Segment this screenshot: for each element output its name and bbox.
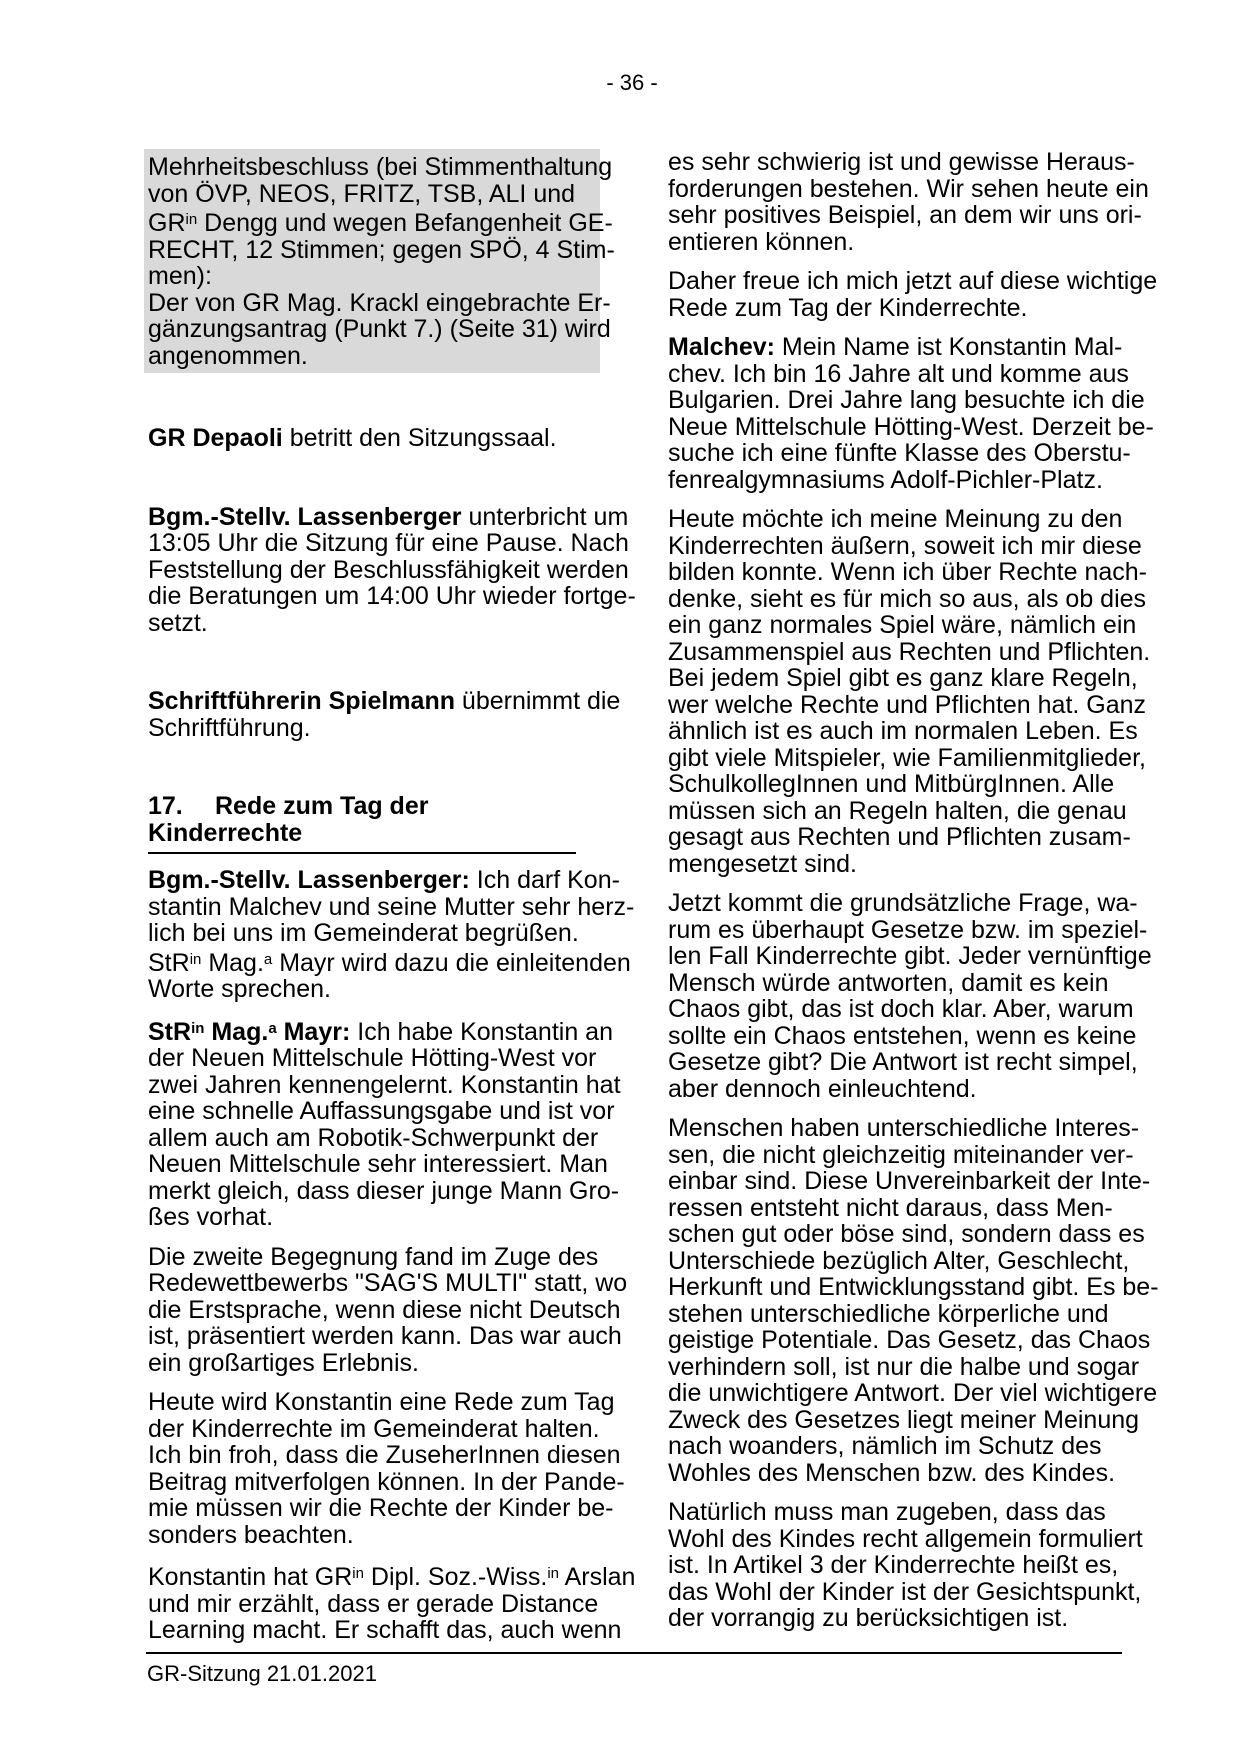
text-segment: sonders beachten.	[148, 1520, 354, 1549]
text-line	[148, 1522, 600, 1549]
text-line	[668, 1379, 1158, 1407]
text-segment: lich bei uns im Gemeinderat begrüßen.	[148, 919, 579, 947]
text-line	[668, 359, 1129, 388]
text-segment: ein ganz normales Spiel wäre, nämlich ein	[668, 611, 1137, 639]
text-segment: sen, die nicht gleichzeitig miteinander ver-	[668, 1140, 1134, 1169]
text-segment: Arslan	[559, 1563, 636, 1591]
text-line	[668, 970, 1118, 997]
text-line	[668, 1405, 1140, 1434]
text-segment: der Neuen Mittelschule Hötting-West vor	[148, 1044, 597, 1072]
text-line	[148, 181, 600, 208]
text-segment: der Kinderrechte im Gemeinderat halten.	[148, 1414, 600, 1443]
text-line	[148, 425, 600, 452]
text-line	[148, 1295, 621, 1324]
empty-paragraph	[148, 386, 600, 425]
paragraph	[668, 505, 1151, 878]
paragraph	[668, 267, 1158, 322]
text-segment: ähnlich ist es auch im normalen Leben. Es	[668, 717, 1138, 745]
text-segment: Die zweite Begegnung fand im Zuge des	[148, 1242, 599, 1271]
text-segment: suche ich eine fünfte Klasse des Oberstu-	[668, 439, 1131, 467]
text-segment: chev. Ich bin 16 Jahre alt und komme aus	[668, 359, 1129, 388]
text-line	[148, 1616, 622, 1644]
text-line	[668, 1433, 1118, 1460]
text-segment: ressen entsteht nicht daraus, dass Men-	[668, 1193, 1113, 1222]
text-line	[148, 1350, 600, 1377]
text-line	[148, 502, 629, 531]
text-segment: stehen unterschiedliche körperliche und	[668, 1299, 1109, 1328]
text-line	[668, 1167, 1151, 1195]
text-line	[668, 1140, 1134, 1169]
empty-paragraph	[148, 649, 600, 688]
text-line	[668, 1246, 1130, 1275]
text-segment: Mayr:	[276, 1017, 351, 1046]
text-segment: eine schnelle Auffassungsgabe und ist vor	[148, 1097, 615, 1125]
text-segment: Mag.	[204, 1017, 269, 1046]
text-segment: Der von GR Mag. Krackl eingebrachte Er-	[148, 288, 611, 317]
text-segment: Herkunft und Entwicklungsstand gibt. Es be-	[668, 1273, 1159, 1301]
text-segment: Zusammenspiel aus Rechten und Pflichten.	[668, 637, 1151, 666]
paragraph	[668, 889, 1152, 1103]
text-segment: merkt gleich, dass dieser junge Mann Gro-	[148, 1176, 620, 1205]
text-segment: forderungen bestehen. Wir sehen heute ein	[668, 174, 1149, 203]
paragraph	[148, 153, 615, 290]
text-line	[668, 267, 1158, 295]
paragraph	[148, 1242, 628, 1377]
text-segment: Jetzt kommt die grundsätzliche Frage, wa-	[668, 889, 1138, 917]
text-line	[148, 529, 629, 557]
text-line	[148, 555, 629, 584]
section-number: 17.	[148, 792, 183, 820]
empty-paragraph	[148, 465, 600, 504]
text-line	[668, 174, 1149, 203]
text-segment: Zweck des Gesetzes liegt meiner Meinung	[668, 1405, 1140, 1434]
text-segment: Ich bin froh, dass die ZuseherInnen diesen	[148, 1441, 621, 1469]
paragraph	[148, 502, 636, 637]
text-segment: einbar sind. Diese Unvereinbarkeit der Inte-	[668, 1167, 1151, 1195]
text-segment: bilden konnte. Wenn ich über Rechte nach-	[668, 558, 1148, 586]
text-line	[148, 207, 613, 237]
text-line	[668, 942, 1152, 970]
paragraph	[668, 333, 1154, 494]
text-line	[148, 1561, 636, 1591]
text-line	[668, 1048, 1138, 1076]
text-segment: sehr positives Beispiel, an dem wir uns ori-	[668, 201, 1142, 229]
text-line	[668, 1021, 1137, 1050]
text-line	[668, 1273, 1159, 1301]
text-segment: ein großartiges Erlebnis.	[148, 1348, 419, 1377]
text-segment: Bulgarien. Drei Jahre lang besuchte ich die	[668, 386, 1145, 414]
text-segment: GR	[148, 209, 186, 237]
text-segment: angenommen.	[148, 341, 308, 370]
text-line	[148, 288, 611, 317]
text-segment: verhindern soll, ist nur die halbe und sogar	[668, 1352, 1140, 1381]
text-segment: entieren können.	[668, 227, 855, 256]
text-segment: die Beratungen um 14:00 Uhr wieder fortge-	[148, 582, 636, 610]
text-segment: Kinderrechten äußern, soweit ich mir diese	[668, 531, 1142, 560]
text-segment: die unwichtigere Antwort. Der viel wichtigere	[668, 1379, 1158, 1407]
text-segment: Chaos gibt, das ist doch klar. Aber, warum	[668, 995, 1134, 1023]
text-line	[668, 823, 1131, 851]
text-segment: gesagt aus Rechten und Pflichten zusam-	[668, 823, 1131, 851]
text-line	[668, 1326, 1151, 1354]
text-segment: nach woanders, nämlich im Schutz des	[668, 1432, 1102, 1460]
text-segment: Beitrag mitverfolgen können. In der Pande-	[148, 1467, 625, 1496]
text-segment: Neuen Mittelschule sehr interessiert. Man	[148, 1150, 608, 1178]
section-title: Rede zum Tag der Kinderrechte	[148, 792, 429, 847]
text-segment: müssen sich an Regeln halten, die genau	[668, 796, 1127, 825]
text-segment: Mag.	[201, 948, 264, 977]
text-segment: in	[189, 950, 202, 968]
text-segment: Mayr wird dazu die einleitenden	[272, 948, 631, 977]
text-line	[668, 1499, 1118, 1526]
text-segment: das Wohl der Kinder ist der Gesichtspunkt,	[668, 1577, 1142, 1606]
text-line	[668, 1114, 1140, 1142]
text-line	[668, 771, 1118, 798]
text-line	[668, 1076, 1118, 1103]
text-line	[668, 531, 1142, 560]
paragraph	[668, 148, 1149, 256]
text-segment: Ich habe Konstantin an	[350, 1017, 613, 1046]
text-segment: Rede zum Tag der Kinderrechte.	[668, 293, 1028, 322]
text-segment: Schriftführerin Spielmann	[148, 687, 455, 715]
text-segment: Neue Mittelschule Hötting-West. Derzeit be-	[668, 412, 1154, 441]
paragraph	[668, 1498, 1143, 1632]
text-line	[668, 1352, 1140, 1381]
text-segment: und mir erzählt, dass er gerade Distance	[148, 1589, 599, 1618]
text-segment: sollte ein Chaos entstehen, wenn es keine	[668, 1021, 1137, 1050]
text-line	[148, 610, 600, 637]
text-line	[148, 947, 631, 977]
text-segment: Mein Name ist Konstantin Mal-	[774, 333, 1123, 361]
paragraph	[668, 1114, 1159, 1487]
text-line	[148, 1494, 614, 1522]
text-segment: aber dennoch einleuchtend.	[668, 1074, 977, 1103]
text-line	[148, 1097, 615, 1125]
text-line	[668, 439, 1131, 467]
text-segment: stantin Malchev und seine Mutter sehr herz-	[148, 892, 635, 921]
text-line	[148, 866, 620, 894]
text-segment: allem auch am Robotik-Schwerpunkt der	[148, 1123, 599, 1152]
text-line	[148, 687, 621, 715]
text-segment: Dipl. Soz.-Wiss.	[363, 1563, 548, 1591]
text-line	[148, 1244, 600, 1271]
text-segment: denke, sieht es für mich so aus, als ob dies	[668, 584, 1147, 613]
text-line	[668, 1220, 1145, 1248]
text-segment: Gesetze gibt? Die Antwort ist recht simpel,	[668, 1048, 1138, 1076]
paragraph	[148, 1388, 625, 1549]
text-segment: a	[263, 950, 273, 968]
text-segment: fenrealgymnasiums Adolf-Pichler-Platz.	[668, 465, 1103, 494]
paragraph	[148, 1016, 621, 1231]
text-line	[668, 1301, 1118, 1328]
text-line	[668, 295, 1118, 322]
text-line	[148, 1416, 600, 1443]
text-segment: Feststellung der Beschlussfähigkeit werden	[148, 555, 629, 584]
text-segment: rum es überhaupt Gesetze bzw. im speziel-	[668, 915, 1148, 944]
paragraph	[148, 288, 611, 370]
text-segment: betritt den Sitzungssaal.	[282, 424, 557, 452]
text-segment: setzt.	[148, 608, 208, 637]
text-segment: len Fall Kinderrechte gibt. Jeder vernünftige	[668, 942, 1152, 970]
text-segment: 13:05 Uhr die Sitzung für eine Pause. Nach	[148, 529, 629, 557]
text-line	[668, 717, 1138, 745]
text-segment: es sehr schwierig ist und gewisse Heraus-	[668, 148, 1135, 176]
text-line	[148, 920, 600, 947]
text-line	[668, 201, 1142, 229]
text-line	[148, 582, 636, 610]
text-segment: ßes vorhat.	[148, 1203, 274, 1231]
text-line	[148, 153, 613, 181]
text-line	[148, 343, 600, 370]
text-line	[148, 1322, 622, 1350]
text-segment: ist, präsentiert werden kann. Das war auch	[148, 1322, 622, 1350]
text-segment: in	[185, 211, 198, 228]
text-segment: Worte sprechen.	[148, 975, 331, 1003]
text-segment: unterbricht um	[461, 502, 629, 531]
text-segment: Ich darf Kon-	[469, 866, 620, 894]
text-line	[148, 1269, 628, 1297]
text-segment: Schriftführung.	[148, 713, 311, 742]
text-line	[668, 995, 1134, 1023]
text-segment: Bgm.-Stellv. Lassenberger	[148, 502, 462, 531]
text-segment: Learning macht. Er schafft das, auch wenn	[148, 1616, 622, 1644]
text-line	[148, 1176, 620, 1205]
text-segment: Daher freue ich mich jetzt auf diese wichtige	[668, 267, 1158, 295]
text-segment: der vorrangig zu berücksichtigen ist.	[668, 1604, 1069, 1632]
text-segment: StR	[148, 1017, 192, 1046]
text-line	[668, 915, 1148, 944]
text-line	[668, 505, 1123, 533]
text-segment: Konstantin hat GR	[148, 1563, 353, 1591]
text-line	[148, 1125, 600, 1152]
text-line	[668, 1552, 1118, 1579]
text-line	[668, 1577, 1142, 1606]
text-line	[148, 235, 615, 264]
text-segment: Natürlich muss man zugeben, dass das	[668, 1498, 1106, 1526]
text-segment: Heute möchte ich meine Meinung zu den	[668, 505, 1123, 533]
text-segment: in	[191, 1019, 205, 1037]
text-line	[668, 1195, 1118, 1222]
footer-text: GR-Sitzung 21.01.2021	[147, 1661, 377, 1686]
text-line	[668, 386, 1145, 414]
text-segment: Unterschiede bezüglich Alter, Geschlecht,	[668, 1246, 1130, 1275]
paragraph	[148, 687, 621, 742]
text-line	[148, 715, 600, 742]
text-line	[148, 1591, 600, 1618]
text-line	[668, 584, 1147, 613]
text-segment: schen gut oder böse sind, sondern dass es	[668, 1220, 1145, 1248]
paragraph	[148, 425, 600, 452]
text-line	[668, 333, 1123, 361]
text-line	[148, 263, 600, 290]
text-segment: a	[268, 1019, 277, 1037]
text-segment: men):	[148, 262, 212, 290]
text-segment: mengesetzt sind.	[668, 849, 857, 878]
paragraph	[148, 866, 635, 1003]
text-segment: Wohles des Menschen bzw. des Kindes.	[668, 1458, 1116, 1487]
text-line	[148, 1045, 600, 1072]
text-segment: Bei jedem Spiel gibt es ganz klare Regeln,	[668, 664, 1138, 692]
text-line	[668, 851, 1118, 878]
text-line	[668, 889, 1138, 917]
page-number: - 36 -	[606, 70, 658, 95]
text-segment: in	[352, 1565, 364, 1582]
text-line	[148, 315, 611, 343]
text-line	[148, 1016, 613, 1046]
text-segment: Heute wird Konstantin eine Rede zum Tag	[148, 1388, 615, 1416]
text-line	[668, 558, 1148, 586]
text-line	[668, 611, 1137, 639]
text-segment: wer welche Rechte und Pflichten hat. Ganz	[668, 690, 1147, 719]
empty-paragraph	[148, 754, 600, 793]
text-line	[668, 229, 1118, 256]
text-segment: Menschen haben unterschiedliche Interes-	[668, 1114, 1140, 1142]
text-segment: mie müssen wir die Rechte der Kinder be-	[148, 1494, 614, 1522]
footer-rule	[146, 1652, 1122, 1654]
text-line	[668, 1524, 1143, 1553]
text-line	[148, 1204, 600, 1231]
text-line	[148, 976, 600, 1003]
text-line	[668, 637, 1151, 666]
text-line	[668, 412, 1154, 441]
text-line	[148, 892, 635, 921]
text-segment: Mensch würde antworten, damit es kein	[668, 968, 1109, 997]
text-segment: zwei Jahren kennengelernt. Konstantin hat	[148, 1070, 621, 1099]
highlighted-decision	[144, 149, 615, 373]
text-segment: ist. In Artikel 3 der Kinderrechte heißt es,	[668, 1551, 1119, 1579]
text-segment: geistige Potentiale. Das Gesetz, das Chaos	[668, 1326, 1151, 1354]
text-segment: Dengg und wegen Befangenheit GE-	[197, 209, 613, 237]
text-segment: übernimmt die	[454, 687, 621, 715]
text-line	[668, 796, 1127, 825]
text-segment: Redewettbewerbs "SAG'S MULTI" statt, wo	[148, 1269, 628, 1297]
text-segment: SchulkollegInnen und MitbürgInnen. Alle	[668, 770, 1115, 798]
text-segment: Mehrheitsbeschluss (bei Stimmenthaltung	[148, 153, 613, 181]
paragraph	[148, 1561, 636, 1644]
column-right	[668, 148, 1159, 1645]
text-segment: Malchev:	[668, 333, 775, 361]
text-line	[668, 664, 1138, 692]
text-segment: gibt viele Mitspieler, wie Familienmitglieder,	[668, 743, 1146, 772]
text-segment: Bgm.-Stellv. Lassenberger:	[148, 866, 470, 894]
text-line	[148, 1388, 615, 1416]
text-line	[668, 1460, 1118, 1487]
section-heading	[148, 793, 576, 854]
text-segment: die Erstsprache, wenn diese nicht Deutsch	[148, 1295, 621, 1324]
text-segment: in	[547, 1565, 560, 1582]
text-line	[668, 690, 1147, 719]
text-line	[668, 1605, 1118, 1632]
text-segment: Wohl des Kindes recht allgemein formuliert	[668, 1524, 1143, 1553]
text-segment: gänzungsantrag (Punkt 7.) (Seite 31) wird	[148, 315, 611, 343]
text-segment: RECHT, 12 Stimmen; gegen SPÖ, 4 Stim-	[148, 235, 615, 264]
text-line	[668, 148, 1135, 176]
text-line	[148, 1150, 608, 1178]
text-line	[148, 1070, 621, 1099]
text-segment: GR Depaoli	[148, 424, 283, 452]
text-line	[668, 467, 1118, 494]
column-left	[148, 149, 636, 1657]
text-segment: StR	[148, 948, 190, 977]
text-line	[668, 743, 1146, 772]
text-line	[148, 1441, 621, 1469]
text-line	[148, 1467, 625, 1496]
text-segment: von ÖVP, NEOS, FRITZ, TSB, ALI und	[148, 179, 576, 208]
